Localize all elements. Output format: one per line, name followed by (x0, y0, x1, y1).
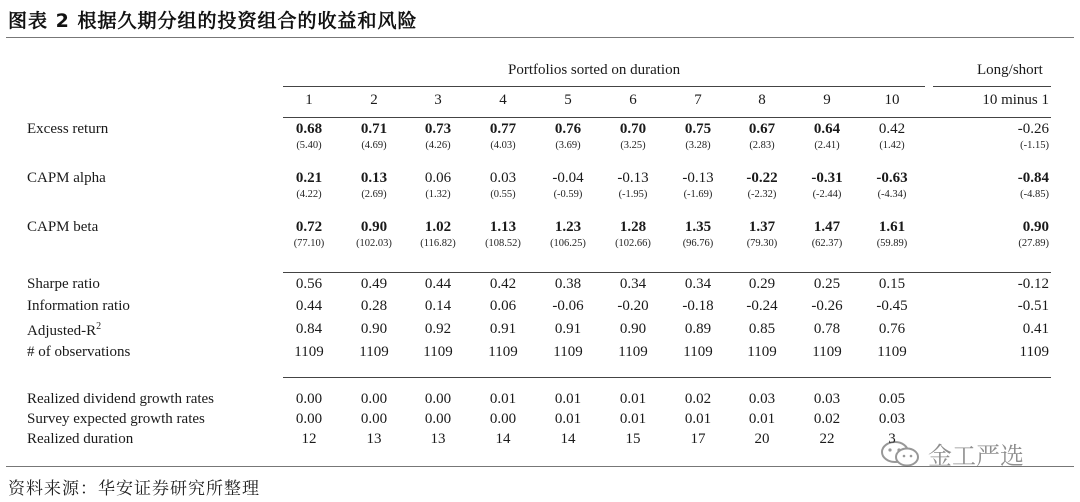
table-cell: -0.06 (552, 298, 584, 314)
table-cell: 0.01 (684, 411, 712, 427)
table-cell: 1.35 (684, 219, 712, 235)
table-cell: 0.06 (489, 298, 517, 314)
ls-cell: -0.26 (1017, 121, 1049, 137)
table-cell: 0.01 (554, 391, 582, 407)
t-stat: (4.22) (296, 189, 322, 200)
t-stat: (2.41) (814, 140, 840, 151)
table-cell: 0.73 (424, 121, 452, 137)
wechat-icon (880, 439, 920, 469)
table-cell: 1109 (423, 344, 453, 360)
table-cell: 1109 (618, 344, 648, 360)
table-cell: 1109 (747, 344, 777, 360)
table-cell: 0.01 (489, 391, 517, 407)
table-cell: 1109 (553, 344, 583, 360)
column-header-6: 6 (629, 92, 637, 108)
table-cell: 1109 (294, 344, 324, 360)
t-stat: (1.32) (425, 189, 451, 200)
t-stat: (2.83) (749, 140, 775, 151)
column-header-7: 7 (694, 92, 702, 108)
t-stat: (4.26) (425, 140, 451, 151)
section-rule-1 (283, 272, 1051, 273)
t-stat: (106.25) (550, 238, 586, 249)
table-cell: 0.01 (619, 411, 647, 427)
table-cell: 0.14 (424, 298, 452, 314)
table-cell: 0.05 (878, 391, 906, 407)
ls-t-stat: (27.89) (1018, 238, 1049, 249)
table-cell: -0.26 (811, 298, 843, 314)
t-stat: (102.03) (356, 238, 392, 249)
table-cell: 1.13 (489, 219, 517, 235)
table-cell: 15 (625, 431, 641, 447)
t-stat: (-0.59) (553, 189, 583, 200)
row-label: CAPM beta (27, 219, 99, 235)
table-cell: 0.67 (748, 121, 776, 137)
table-cell: 1.23 (554, 219, 582, 235)
table-cell: 1109 (683, 344, 713, 360)
row-label: Information ratio (27, 298, 130, 314)
group-header: Portfolios sorted on duration (508, 62, 681, 78)
t-stat: (77.10) (293, 238, 325, 249)
table-cell: -0.31 (811, 170, 843, 186)
table-cell: 0.00 (424, 391, 452, 407)
row-label: CAPM alpha (27, 170, 106, 186)
section-rule-2 (283, 377, 1051, 378)
table-cell: 13 (366, 431, 382, 447)
t-stat: (-2.32) (747, 189, 777, 200)
row-label: Excess return (27, 121, 109, 137)
superscript: 2 (96, 321, 102, 332)
column-header-8: 8 (758, 92, 766, 108)
table-cell: 0.70 (619, 121, 647, 137)
table-cell: 0.00 (424, 411, 452, 427)
table-cell: 0.91 (554, 321, 582, 337)
table-cell: -0.63 (876, 170, 908, 186)
table-cell: 1109 (359, 344, 389, 360)
table-cell: 0.28 (360, 298, 388, 314)
long-short-header-rule (933, 86, 1051, 87)
table-cell: 1109 (877, 344, 907, 360)
table-cell: 0.44 (295, 298, 323, 314)
table-cell: 14 (495, 431, 511, 447)
table-cell: 0.01 (748, 411, 776, 427)
table-cell: 0.85 (748, 321, 776, 337)
table-cell: 0.29 (748, 276, 776, 292)
table-cell: 0.21 (295, 170, 323, 186)
ls-cell: 1109 (1019, 344, 1049, 360)
t-stat: (2.69) (361, 189, 387, 200)
table-cell: 0.90 (360, 321, 388, 337)
table-cell: 1.02 (424, 219, 452, 235)
table-cell: 0.03 (748, 391, 776, 407)
ls-column-header: 10 minus 1 (982, 92, 1049, 108)
table-cell: 0.00 (295, 391, 323, 407)
watermark-text: 金工严选 (928, 442, 1024, 470)
table-cell: 0.00 (360, 391, 388, 407)
table-cell: 0.34 (619, 276, 647, 292)
t-stat: (62.37) (811, 238, 843, 249)
table-cell: 0.03 (878, 411, 906, 427)
table-cell: -0.24 (746, 298, 778, 314)
row-label: # of observations (27, 344, 131, 360)
row-label: Realized dividend growth rates (27, 391, 215, 407)
table-cell: 1.37 (748, 219, 776, 235)
table-cell: 0.02 (684, 391, 712, 407)
table-cell: 0.72 (295, 219, 323, 235)
table-cell: 0.77 (489, 121, 517, 137)
t-stat: (102.66) (615, 238, 651, 249)
table-cell: 0.42 (878, 121, 906, 137)
table-cell: 0.25 (813, 276, 841, 292)
table-cell: 20 (754, 431, 770, 447)
column-header-2: 2 (370, 92, 378, 108)
ls-cell: 0.41 (1022, 321, 1049, 337)
table-cell: 0.68 (295, 121, 323, 137)
table-cell: 0.01 (619, 391, 647, 407)
t-stat: (96.76) (682, 238, 714, 249)
table-cell: 0.90 (360, 219, 388, 235)
table-cell: 1109 (488, 344, 518, 360)
t-stat: (1.42) (879, 140, 905, 151)
table-cell: 0.00 (295, 411, 323, 427)
table-cell: 3 (888, 431, 896, 447)
table-cell: 0.03 (489, 170, 517, 186)
t-stat: (3.69) (555, 140, 581, 151)
table-cell: 0.91 (489, 321, 517, 337)
t-stat: (-1.69) (683, 189, 713, 200)
table-cell: -0.13 (617, 170, 649, 186)
table-cell: 0.92 (424, 321, 452, 337)
table-cell: 0.84 (295, 321, 323, 337)
figure-title: 图表 2 根据久期分组的投资组合的收益和风险 (8, 10, 418, 32)
table-cell: 0.64 (813, 121, 841, 137)
column-header-9: 9 (823, 92, 831, 108)
table-cell: 0.02 (813, 411, 841, 427)
ls-cell: -0.12 (1017, 276, 1049, 292)
table-cell: -0.04 (552, 170, 584, 186)
table-cell: 22 (819, 431, 835, 447)
column-header-10: 10 (884, 92, 900, 108)
row-label: Sharpe ratio (27, 276, 100, 292)
table-cell: 0.15 (878, 276, 906, 292)
ls-cell: -0.51 (1017, 298, 1049, 314)
table-cell: 0.75 (684, 121, 712, 137)
row-label: Survey expected growth rates (27, 411, 205, 427)
table-cell: -0.20 (617, 298, 649, 314)
table-cell: 12 (301, 431, 317, 447)
table-cell: 0.38 (554, 276, 582, 292)
source-note: 资料来源：华安证券研究所整理 (8, 479, 260, 499)
t-stat: (-2.44) (812, 189, 842, 200)
ls-cell: -0.84 (1017, 170, 1049, 186)
ls-cell: 0.90 (1022, 219, 1049, 235)
table-cell: 0.49 (360, 276, 388, 292)
ls-t-stat: (-4.85) (1020, 189, 1049, 200)
table-cell: 0.89 (684, 321, 712, 337)
watermark (880, 436, 1024, 471)
column-header-5: 5 (564, 92, 572, 108)
table-cell: 0.01 (554, 411, 582, 427)
t-stat: (-4.34) (877, 189, 907, 200)
table-cell: 13 (430, 431, 446, 447)
table-cell: 0.76 (878, 321, 906, 337)
t-stat: (3.28) (685, 140, 711, 151)
t-stat: (5.40) (296, 140, 322, 151)
group-header-rule (283, 86, 925, 87)
row-label: Adjusted-$R^2$ (27, 321, 102, 339)
table-cell: 0.13 (360, 170, 388, 186)
table-cell: 0.78 (813, 321, 841, 337)
table-cell: -0.45 (876, 298, 908, 314)
table-cell: 0.90 (619, 321, 647, 337)
table-cell: 0.00 (489, 411, 517, 427)
t-stat: (116.82) (420, 238, 456, 249)
table-cell: 0.76 (554, 121, 582, 137)
table-cell: 1.28 (619, 219, 647, 235)
row-label: Realized duration (27, 431, 134, 447)
t-stat: (4.69) (361, 140, 387, 151)
table-cell: 0.03 (813, 391, 841, 407)
column-header-1: 1 (305, 92, 313, 108)
t-stat: (3.25) (620, 140, 646, 151)
column-header-4: 4 (499, 92, 507, 108)
table-cell: 0.56 (295, 276, 323, 292)
t-stat: (79.30) (746, 238, 778, 249)
t-stat: (108.52) (485, 238, 521, 249)
table-cell: 14 (560, 431, 576, 447)
t-stat: (0.55) (490, 189, 516, 200)
column-header-3: 3 (434, 92, 442, 108)
table-cell: 0.00 (360, 411, 388, 427)
table-cell: -0.22 (746, 170, 778, 186)
table-cell: -0.13 (682, 170, 714, 186)
table-cell: 17 (690, 431, 706, 447)
table-cell: 0.34 (684, 276, 712, 292)
table-cell: 0.71 (360, 121, 388, 137)
header-bottom-rule (283, 117, 1051, 118)
long-short-header: Long/short (977, 62, 1043, 78)
ls-t-stat: (-1.15) (1020, 140, 1049, 151)
table-cell: 1.47 (813, 219, 841, 235)
t-stat: (59.89) (876, 238, 908, 249)
table-cell: 0.44 (424, 276, 452, 292)
table-cell: 0.06 (424, 170, 452, 186)
table-cell: 1.61 (878, 219, 906, 235)
table-cell: 0.42 (489, 276, 517, 292)
table-cell: 1109 (812, 344, 842, 360)
t-stat: (4.03) (490, 140, 516, 151)
table-cell: -0.18 (682, 298, 714, 314)
t-stat: (-1.95) (618, 189, 648, 200)
